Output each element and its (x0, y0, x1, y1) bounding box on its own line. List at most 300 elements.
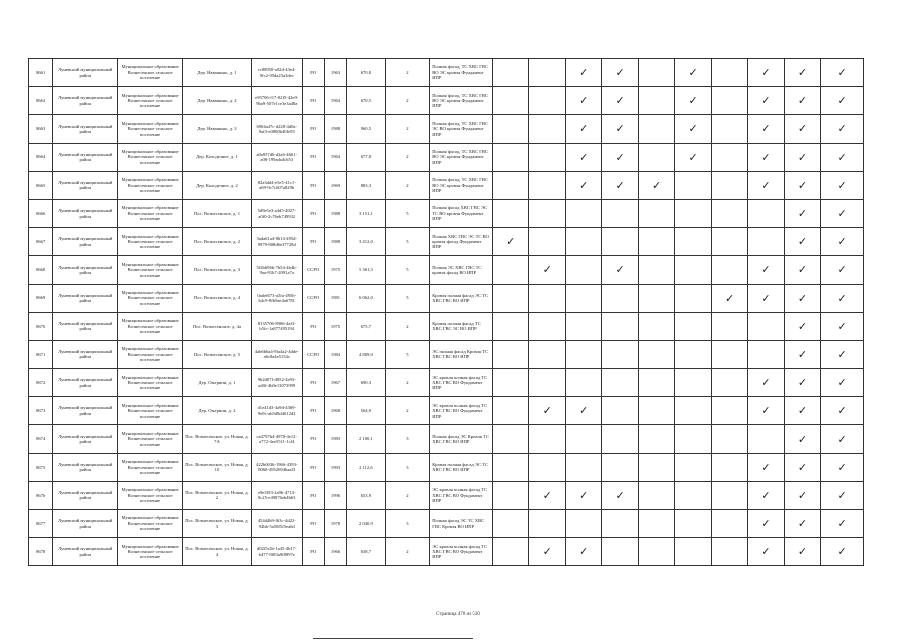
area-cell: 675,7 (347, 312, 386, 340)
check-mark-cell (675, 510, 711, 538)
works-cell: Полная фасад, ТС ХВС ГВС ВО ЭС кровля Фундамент ИПР (430, 87, 493, 115)
check-mark-cell: ✓ (748, 369, 784, 397)
table-row (29, 425, 864, 453)
check-mark-cell: ✓ (784, 312, 820, 340)
check-mark-cell (748, 199, 784, 227)
works-cell: ЭС кровля полная фасад ТС ХВС ГВС ВО Фундамент ИПР (430, 481, 493, 509)
district-cell: Луневский муниципальный район (53, 59, 118, 87)
check-mark-cell: ✓ (602, 256, 638, 284)
check-mark-cell: ✓ (784, 87, 820, 115)
check-mark-cell (675, 340, 711, 368)
floors-cell: 3 (385, 453, 430, 481)
table-row (29, 115, 864, 143)
works-cell: Полная фасад ХВС ГВС ЭС ТС ВО кровля Фундамент ИПР (430, 199, 493, 227)
check-mark-cell (711, 199, 747, 227)
works-cell: ЭС кровля полная фасад ТС ХВС ГВС ВО Фундамент ИПР (430, 538, 493, 566)
area-cell: 3 412,0 (347, 228, 386, 256)
district-cell: Луневский муниципальный район (53, 284, 118, 312)
check-mark-cell (638, 115, 674, 143)
cadastre-cell: a0a957d6-d2a6-4661-a08-199ada4c653 (251, 143, 302, 171)
row-number: 8665 (29, 171, 53, 199)
wall-material-cell: CCPO (302, 256, 324, 284)
check-mark-cell (565, 340, 601, 368)
wall-material-cell: PO (302, 397, 324, 425)
table-row (29, 284, 864, 312)
check-mark-cell (748, 228, 784, 256)
district-cell: Луневский муниципальный район (53, 453, 118, 481)
works-cell: Полная фасад, ТС ХВС ГВС ВО ЭС кровля Фундамент ИПР (430, 143, 493, 171)
check-mark-cell (638, 87, 674, 115)
check-mark-cell: ✓ (711, 284, 747, 312)
check-mark-cell: ✓ (784, 453, 820, 481)
area-cell: 670,8 (347, 59, 386, 87)
check-mark-cell (602, 340, 638, 368)
table-row (29, 312, 864, 340)
check-mark-cell (493, 425, 529, 453)
check-mark-cell (638, 425, 674, 453)
works-cell: Полная фасад, ТС ХВС ГВС ВО ЭС кровля Фундамент ИПР (430, 171, 493, 199)
row-number: 8674 (29, 425, 53, 453)
check-mark-cell: ✓ (748, 453, 784, 481)
district-cell: Луневский муниципальный район (53, 199, 118, 227)
check-mark-cell (493, 171, 529, 199)
check-mark-cell: ✓ (748, 510, 784, 538)
floors-cell: 5 (385, 256, 430, 284)
district-cell: Луневский муниципальный район (53, 340, 118, 368)
check-mark-cell (638, 284, 674, 312)
check-mark-cell (529, 425, 565, 453)
cadastre-cell: 5f2b696b-7b54-4b4b-9aa-81b7-2091a7a (251, 256, 302, 284)
year-cell: 1964 (324, 87, 346, 115)
check-mark-cell: ✓ (602, 59, 638, 87)
wall-material-cell: CCPO (302, 340, 324, 368)
check-mark-cell: ✓ (565, 143, 601, 171)
check-mark-cell: ✓ (748, 284, 784, 312)
row-number: 8671 (29, 340, 53, 368)
check-mark-cell (711, 228, 747, 256)
wall-material-cell: PO (302, 510, 324, 538)
cadastre-cell: e9ef393-2a96-4713-9c25-e49876eb4b63 (251, 481, 302, 509)
floors-cell: 2 (385, 397, 430, 425)
check-mark-cell (675, 481, 711, 509)
address-cell: Пос. Вознесенское, ул. Новая, д. 7А (183, 425, 252, 453)
check-mark-cell (711, 171, 747, 199)
row-number: 8663 (29, 115, 53, 143)
check-mark-cell: ✓ (493, 228, 529, 256)
cadastre-cell: ca4797b4-4978-4e12-a772-4ee5511-1cl4 (251, 425, 302, 453)
year-cell: 1981 (324, 284, 346, 312)
cadastre-cell: 82a3dd4-e5e5-41c1-a69-9c7c607a829b (251, 171, 302, 199)
address-cell: Пос. Вознесенское, д. 2 (183, 228, 252, 256)
floors-cell: 2 (385, 115, 430, 143)
area-cell: 2 112,6 (347, 453, 386, 481)
check-mark-cell (529, 510, 565, 538)
check-mark-cell (711, 453, 747, 481)
check-mark-cell (711, 312, 747, 340)
settlement-cell: Муниципальное образование Вознесенское сельское поселение (118, 397, 183, 425)
check-mark-cell (711, 115, 747, 143)
cadastre-cell: 6904a47c-d228-4d0a-9af3-e0800b40fe93 (251, 115, 302, 143)
check-mark-cell (493, 87, 529, 115)
address-cell: Пос. Вознесенское, ул. Новая, д. 10 (183, 453, 252, 481)
works-cell: Полная фасад, ТС ХВС ГВС ВО ЭС кровля Фундамент ИПР (430, 59, 493, 87)
check-mark-cell: ✓ (748, 171, 784, 199)
district-cell: Луневский муниципальный район (53, 510, 118, 538)
wall-material-cell: PO (302, 87, 324, 115)
works-cell: ЭС полная фасад Кровля ТС ХВС ГВС ВО ИПР (430, 340, 493, 368)
wall-material-cell: PO (302, 453, 324, 481)
table-row (29, 59, 864, 87)
check-mark-cell (529, 453, 565, 481)
cadastre-cell: 5d9e5e3-a4d5-4027-a0f0-2c76eb749932 (251, 199, 302, 227)
area-cell: 6 062,0 (347, 284, 386, 312)
cadastre-cell: 422b0036-1966-4393-8068-4952694baaf3 (251, 453, 302, 481)
wall-material-cell: PO (302, 228, 324, 256)
check-mark-cell (638, 538, 674, 566)
check-mark-cell (602, 199, 638, 227)
check-mark-cell (711, 369, 747, 397)
check-mark-cell: ✓ (821, 59, 864, 87)
check-mark-cell (675, 538, 711, 566)
floors-cell: 2 (385, 59, 430, 87)
settlement-cell: Муниципальное образование Вознесенское сельское поселение (118, 312, 183, 340)
check-mark-cell: ✓ (821, 510, 864, 538)
year-cell: 1983 (324, 425, 346, 453)
district-cell: Луневский муниципальный район (53, 256, 118, 284)
row-number: 8662 (29, 87, 53, 115)
check-mark-cell: ✓ (821, 284, 864, 312)
address-cell: Дер. Ожгрипи, д. 1 (183, 369, 252, 397)
check-mark-cell (529, 87, 565, 115)
address-cell: Дер. Навашино, д. 3 (183, 115, 252, 143)
address-cell: Дер. Навашино, д. 2 (183, 87, 252, 115)
check-mark-cell (529, 115, 565, 143)
address-cell: Дер. Навашино, д. 1 (183, 59, 252, 87)
check-mark-cell (602, 369, 638, 397)
address-cell: Пос. Вознесенское, ул. Новая, д. 2 (183, 481, 252, 509)
table-row (29, 453, 864, 481)
settlement-cell: Муниципальное образование Вознесенское сельское поселение (118, 453, 183, 481)
check-mark-cell: ✓ (821, 397, 864, 425)
check-mark-cell: ✓ (602, 481, 638, 509)
floors-cell: 5 (385, 340, 430, 368)
row-number: 8678 (29, 538, 53, 566)
row-number: 8664 (29, 143, 53, 171)
settlement-cell: Муниципальное образование Вознесенское сельское поселение (118, 115, 183, 143)
check-mark-cell: ✓ (748, 87, 784, 115)
district-cell: Луневский муниципальный район (53, 87, 118, 115)
check-mark-cell: ✓ (748, 256, 784, 284)
table-row (29, 340, 864, 368)
area-cell: 5 361,3 (347, 256, 386, 284)
check-mark-cell (493, 312, 529, 340)
check-mark-cell: ✓ (565, 87, 601, 115)
wall-material-cell: PO (302, 369, 324, 397)
check-mark-cell (711, 143, 747, 171)
check-mark-cell (675, 453, 711, 481)
check-mark-cell (638, 369, 674, 397)
check-mark-cell (565, 199, 601, 227)
check-mark-cell: ✓ (784, 59, 820, 87)
check-mark-cell (638, 340, 674, 368)
check-mark-cell (565, 312, 601, 340)
check-mark-cell (493, 510, 529, 538)
district-cell: Луневский муниципальный район (53, 115, 118, 143)
check-mark-cell (493, 481, 529, 509)
address-cell: Пос. Вознесенское, д. 1 (183, 199, 252, 227)
row-number: 8675 (29, 453, 53, 481)
year-cell: 1975 (324, 256, 346, 284)
check-mark-cell (711, 397, 747, 425)
floors-cell: 2 (385, 538, 430, 566)
check-mark-cell (493, 284, 529, 312)
check-mark-cell (493, 59, 529, 87)
works-cell: Полная фасад ЭС ТС ХВС ГВС Кровля ВО ИПР (430, 510, 493, 538)
wall-material-cell: PO (302, 481, 324, 509)
check-mark-cell (638, 143, 674, 171)
check-mark-cell: ✓ (784, 284, 820, 312)
check-mark-cell: ✓ (821, 87, 864, 115)
check-mark-cell: ✓ (529, 538, 565, 566)
district-cell: Луневский муниципальный район (53, 369, 118, 397)
check-mark-cell: ✓ (675, 143, 711, 171)
floors-cell: 2 (385, 369, 430, 397)
check-mark-cell (711, 256, 747, 284)
district-cell: Луневский муниципальный район (53, 481, 118, 509)
area-cell: 883,3 (347, 171, 386, 199)
floors-cell: 2 (385, 143, 430, 171)
check-mark-cell (638, 397, 674, 425)
year-cell: 1996 (324, 481, 346, 509)
check-mark-cell (529, 171, 565, 199)
settlement-cell: Муниципальное образование Вознесенское сельское поселение (118, 284, 183, 312)
table-row (29, 481, 864, 509)
check-mark-cell: ✓ (821, 256, 864, 284)
check-mark-cell: ✓ (821, 199, 864, 227)
table-body (29, 59, 864, 566)
check-mark-cell: ✓ (602, 143, 638, 171)
row-number: 8670 (29, 312, 53, 340)
check-mark-cell: ✓ (784, 199, 820, 227)
floors-cell: 2 (385, 481, 430, 509)
check-mark-cell: ✓ (675, 87, 711, 115)
check-mark-cell (748, 425, 784, 453)
cadastre-cell: 8135706-8906-4af3-b5fc-1a877495194 (251, 312, 302, 340)
check-mark-cell: ✓ (821, 312, 864, 340)
check-mark-cell (602, 397, 638, 425)
check-mark-cell: ✓ (821, 453, 864, 481)
check-mark-cell: ✓ (748, 397, 784, 425)
works-cell: Полная фасад, ТС ХВС ГВС ЭС ВО кровля Фундамент ИПР (430, 115, 493, 143)
check-mark-cell (565, 453, 601, 481)
check-mark-cell: ✓ (821, 340, 864, 368)
check-mark-cell (493, 340, 529, 368)
check-mark-cell: ✓ (748, 538, 784, 566)
district-cell: Луневский муниципальный район (53, 143, 118, 171)
check-mark-cell (638, 59, 674, 87)
works-cell: Кровля полная фасад ЭС ТС ХВС ГВС ВО ИПР (430, 453, 493, 481)
settlement-cell: Муниципальное образование Вознесенское сельское поселение (118, 199, 183, 227)
settlement-cell: Муниципальное образование Вознесенское сельское поселение (118, 369, 183, 397)
check-mark-cell (748, 340, 784, 368)
bottom-rule (313, 638, 473, 639)
check-mark-cell (675, 425, 711, 453)
year-cell: 1993 (324, 453, 346, 481)
settlement-cell: Муниципальное образование Вознесенское сельское поселение (118, 59, 183, 87)
check-mark-cell: ✓ (565, 59, 601, 87)
check-mark-cell: ✓ (748, 115, 784, 143)
check-mark-cell (675, 256, 711, 284)
check-mark-cell (675, 284, 711, 312)
check-mark-cell: ✓ (565, 115, 601, 143)
settlement-cell: Муниципальное образование Вознесенское сельское поселение (118, 87, 183, 115)
wall-material-cell: PO (302, 115, 324, 143)
district-cell: Луневский муниципальный район (53, 397, 118, 425)
cadastre-cell: 0adef673-a5fa-4956-b4c9-8fb9ae4a6781 (251, 284, 302, 312)
address-cell: Дер. Ожгрипи, д. 2 (183, 397, 252, 425)
check-mark-cell (565, 228, 601, 256)
check-mark-cell: ✓ (821, 538, 864, 566)
area-cell: 653,9 (347, 481, 386, 509)
check-mark-cell: ✓ (529, 256, 565, 284)
check-mark-cell (711, 538, 747, 566)
row-number: 8673 (29, 397, 53, 425)
cadastre-cell: d02f5r2b-1a45-4b17-b477-8f83a9f8897e (251, 538, 302, 566)
area-cell: 670,5 (347, 87, 386, 115)
check-mark-cell: ✓ (784, 171, 820, 199)
floors-cell: 3 (385, 425, 430, 453)
check-mark-cell (493, 369, 529, 397)
check-mark-cell (493, 397, 529, 425)
check-mark-cell: ✓ (529, 481, 565, 509)
housing-register-table (28, 58, 864, 566)
year-cell: 1988 (324, 199, 346, 227)
year-cell: 1964 (324, 143, 346, 171)
check-mark-cell (493, 256, 529, 284)
check-mark-cell (565, 369, 601, 397)
check-mark-cell (711, 59, 747, 87)
check-mark-cell (602, 425, 638, 453)
check-mark-cell: ✓ (821, 115, 864, 143)
floors-cell: 2 (385, 87, 430, 115)
check-mark-cell: ✓ (675, 59, 711, 87)
check-mark-cell (493, 538, 529, 566)
table-row (29, 87, 864, 115)
check-mark-cell (529, 228, 565, 256)
settlement-cell: Муниципальное образование Вознесенское сельское поселение (118, 340, 183, 368)
settlement-cell: Муниципальное образование Вознесенское сельское поселение (118, 256, 183, 284)
wall-material-cell: PO (302, 312, 324, 340)
district-cell: Луневский муниципальный район (53, 171, 118, 199)
check-mark-cell: ✓ (748, 481, 784, 509)
check-mark-cell (602, 510, 638, 538)
area-cell: 564,9 (347, 397, 386, 425)
check-mark-cell: ✓ (821, 228, 864, 256)
check-mark-cell: ✓ (784, 481, 820, 509)
settlement-cell: Муниципальное образование Вознесенское сельское поселение (118, 228, 183, 256)
row-number: 8676 (29, 481, 53, 509)
wall-material-cell: PO (302, 171, 324, 199)
check-mark-cell: ✓ (638, 171, 674, 199)
works-cell: Кровля полная фасад ЭС ТС ХВС ГВС ВО ИПР (430, 284, 493, 312)
district-cell: Луневский муниципальный район (53, 312, 118, 340)
check-mark-cell: ✓ (675, 115, 711, 143)
check-mark-cell (529, 284, 565, 312)
check-mark-cell (675, 397, 711, 425)
floors-cell: 5 (385, 199, 430, 227)
check-mark-cell: ✓ (602, 171, 638, 199)
address-cell: Пос. Вознесенское, д. 5 (183, 340, 252, 368)
check-mark-cell: ✓ (784, 256, 820, 284)
floors-cell: 2 (385, 312, 430, 340)
check-mark-cell: ✓ (748, 59, 784, 87)
area-cell: 4 809,0 (347, 340, 386, 368)
check-mark-cell (711, 510, 747, 538)
row-number: 8677 (29, 510, 53, 538)
settlement-cell: Муниципальное образование Вознесенское сельское поселение (118, 481, 183, 509)
check-mark-cell: ✓ (821, 171, 864, 199)
year-cell: 1967 (324, 369, 346, 397)
wall-material-cell: PO (302, 143, 324, 171)
year-cell: 1968 (324, 397, 346, 425)
address-cell: Дер. Колодезное, д. 2 (183, 171, 252, 199)
check-mark-cell: ✓ (784, 115, 820, 143)
row-number: 8672 (29, 369, 53, 397)
table-row (29, 199, 864, 227)
check-mark-cell: ✓ (821, 143, 864, 171)
floors-cell: 2 (385, 171, 430, 199)
table-row (29, 538, 864, 566)
row-number: 8666 (29, 199, 53, 227)
row-number: 8668 (29, 256, 53, 284)
check-mark-cell (711, 340, 747, 368)
works-cell: ЭС кровля полная фасад ТС ХВС ГВС ВО Фундамент ИПР (430, 369, 493, 397)
address-cell: Пос. Вознесенское, д. 3 (183, 256, 252, 284)
district-cell: Луневский муниципальный район (53, 425, 118, 453)
check-mark-cell (529, 312, 565, 340)
check-mark-cell: ✓ (602, 115, 638, 143)
floors-cell: 5 (385, 284, 430, 312)
check-mark-cell: ✓ (784, 510, 820, 538)
check-mark-cell: ✓ (565, 397, 601, 425)
check-mark-cell: ✓ (565, 538, 601, 566)
table-row (29, 228, 864, 256)
address-cell: Пос. Вознесенское, д. 4а (183, 312, 252, 340)
table-row (29, 256, 864, 284)
table-row (29, 171, 864, 199)
cadastre-cell: 3ada61a4-8614-495d-9979-808d6e37728d (251, 228, 302, 256)
check-mark-cell: ✓ (784, 425, 820, 453)
area-cell: 2 100,1 (347, 425, 386, 453)
year-cell: 1984 (324, 340, 346, 368)
page-footer: Страница 470 из 530 (436, 612, 480, 617)
settlement-cell: Муниципальное образование Вознесенское сельское поселение (118, 171, 183, 199)
check-mark-cell: ✓ (602, 87, 638, 115)
year-cell: 1969 (324, 171, 346, 199)
table-row (29, 143, 864, 171)
address-cell: Дер. Колодезное, д. 1 (183, 143, 252, 171)
check-mark-cell (602, 284, 638, 312)
check-mark-cell (638, 256, 674, 284)
check-mark-cell: ✓ (565, 171, 601, 199)
district-cell: Луневский муниципальный район (53, 538, 118, 566)
check-mark-cell (529, 199, 565, 227)
row-number: 8667 (29, 228, 53, 256)
check-mark-cell: ✓ (784, 369, 820, 397)
wall-material-cell: PO (302, 59, 324, 87)
wall-material-cell: PO (302, 538, 324, 566)
check-mark-cell: ✓ (784, 340, 820, 368)
